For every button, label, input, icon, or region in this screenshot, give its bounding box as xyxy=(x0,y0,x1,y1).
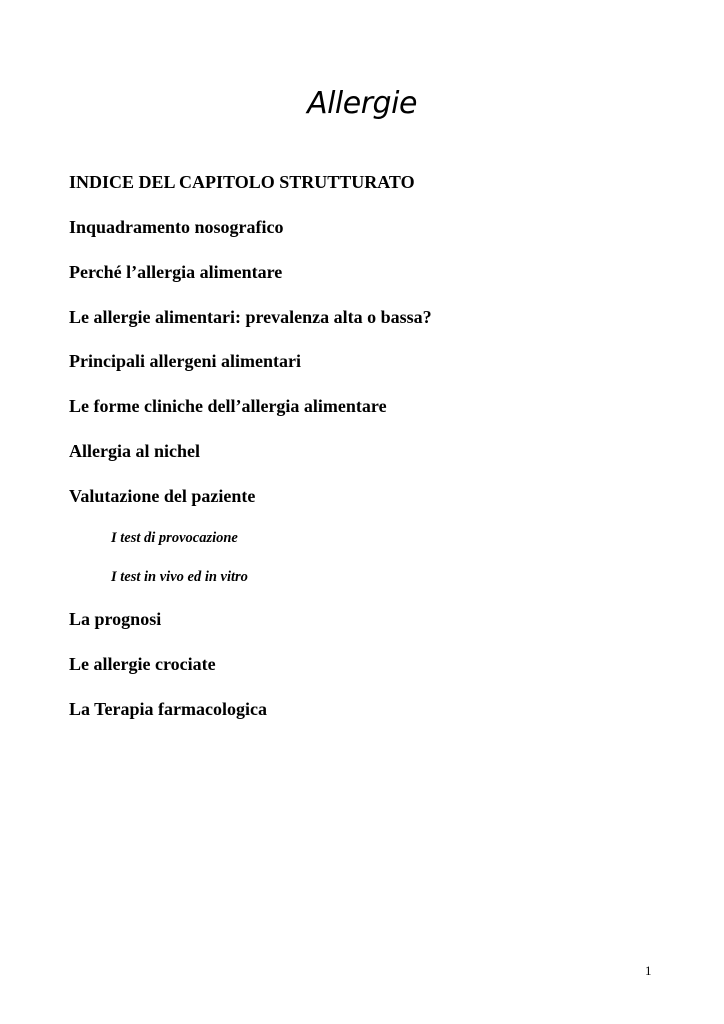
toc-entry: Allergia al nichel xyxy=(69,441,200,461)
toc-entry: Le allergie crociate xyxy=(69,654,216,674)
toc-entry: La Terapia farmacologica xyxy=(69,699,267,719)
page-number: 1 xyxy=(645,963,652,978)
document-title: Allergie xyxy=(307,86,417,121)
toc-subentry: I test in vivo ed in vitro xyxy=(111,569,248,585)
toc-entry: Inquadramento nosografico xyxy=(69,217,284,237)
toc-entry: Principali allergeni alimentari xyxy=(69,351,301,371)
toc-entry: Valutazione del paziente xyxy=(69,486,256,506)
toc-entry: La prognosi xyxy=(69,609,162,629)
toc-entry: Perché l’allergia alimentare xyxy=(69,262,283,282)
toc-entry: Le forme cliniche dell’allergia alimentare xyxy=(69,396,387,416)
toc-subentry: I test di provocazione xyxy=(111,530,238,546)
toc-heading: INDICE DEL CAPITOLO STRUTTURATO xyxy=(69,172,415,192)
toc-entry: Le allergie alimentari: prevalenza alta o bassa? xyxy=(69,307,432,327)
